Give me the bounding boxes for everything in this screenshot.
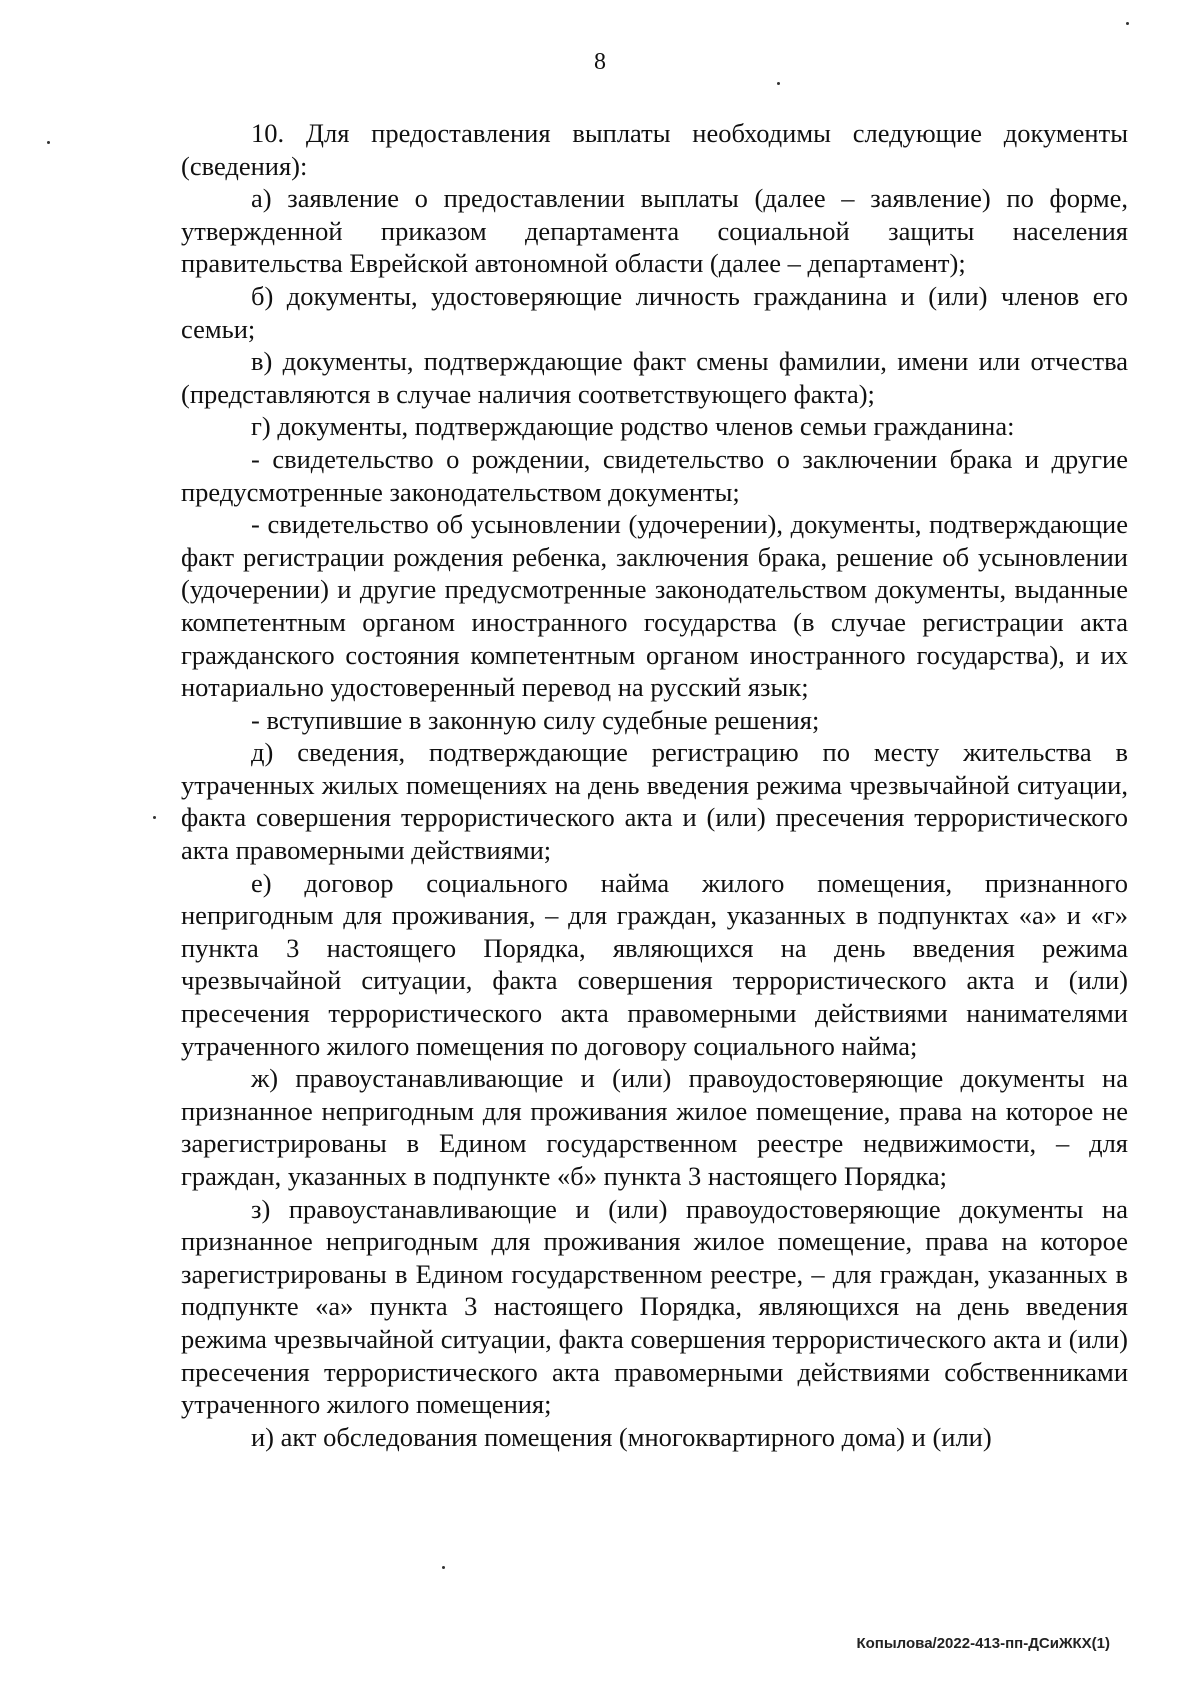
- paragraph-item-10: 10. Для предоставления выплаты необходимы следующие документы (сведения):: [181, 118, 1128, 181]
- paragraph-dash-birth-certificate: - свидетельство о рождении, свидетельство о заключении брака и другие предусмотренные законодательством документы;: [181, 443, 1128, 507]
- paragraph-subitem-a: а) заявление о предоставлении выплаты (далее – заявление) по форме, утвержденной приказом департамента социальной защиты населения правительства Еврейской автономной области (далее – департамент);: [181, 183, 1128, 279]
- paragraph-dash-adoption-certificate: - свидетельство об усыновлении (удочерении), документы, подтверждающие факт регистрации рождения ребенка, заключения брака, решение об усыновлении (удочерении) и другие предусмотренные законодательством документы, выданные компетентным органом иностранного государства (в случае регистрации акта гражданского состояния компетентным органом иностранного государства), и их нотариально удостоверенный перевод на русский язык;: [181, 509, 1128, 703]
- paragraph-subitem-i: и) акт обследования помещения (многоквартирного дома) и (или): [251, 1421, 992, 1452]
- scan-speck: [442, 1566, 445, 1569]
- scan-speck: [777, 82, 780, 85]
- paragraph-subitem-z: з) правоустанавливающие и (или) правоудостоверяющие документы на признанное непригодным для проживания жилое помещение, права на которое зарегистрированы в Едином государственном реестре, – для граждан, указанных в подпункте «а» пункта 3 настоящего Порядка, являющихся на день введения режима чрезвычайной ситуации, факта совершения террористического акта и (или) пресечения террористического акта правомерными действиями собственниками утраченного жилого помещения;: [181, 1193, 1128, 1420]
- document-body: [181, 117, 1128, 1453]
- paragraph-subitem-e: е) договор социального найма жилого помещения, признанного непригодным для проживания, – для граждан, указанных в подпунктах «а» и «г» пункта 3 настоящего Порядка, являющихся на день введения режима чрезвычайной ситуации, факта совершения террористического акта и (или) пресечения террористического акта правомерными действиями нанимателями утраченного жилого помещения по договору социального найма;: [181, 867, 1128, 1061]
- paragraph-subitem-zh: ж) правоустанавливающие и (или) правоудостоверяющие документы на признанное непригодным для проживания жилое помещение, права на которое не зарегистрированы в Едином государственном реестре недвижимости, – для граждан, указанных в подпункте «б» пункта 3 настоящего Порядка;: [181, 1063, 1128, 1191]
- paragraph-dash-court-decisions: - вступившие в законную силу судебные решения;: [251, 704, 820, 735]
- document-footer-code: Копылова/2022-413-пп-ДСиЖКХ(1): [856, 1635, 1110, 1652]
- scan-speck: [153, 816, 156, 819]
- page-number: 8: [594, 49, 606, 75]
- paragraph-subitem-b: б) документы, удостоверяющие личность гражданина и (или) членов его семьи;: [181, 280, 1128, 344]
- scan-speck: [1126, 22, 1129, 25]
- paragraph-subitem-v: в) документы, подтверждающие факт смены фамилии, имени или отчества (представляются в случае наличия соответствующего факта);: [181, 346, 1128, 409]
- paragraph-subitem-d: д) сведения, подтверждающие регистрацию по месту жительства в утраченных жилых помещениях на день введения режима чрезвычайной ситуации, факта совершения террористического акта и (или) пресечения террористического акта правомерными действиями;: [181, 737, 1128, 866]
- scan-speck: [47, 141, 50, 144]
- paragraph-subitem-g: г) документы, подтверждающие родство членов семьи гражданина:: [251, 411, 1015, 442]
